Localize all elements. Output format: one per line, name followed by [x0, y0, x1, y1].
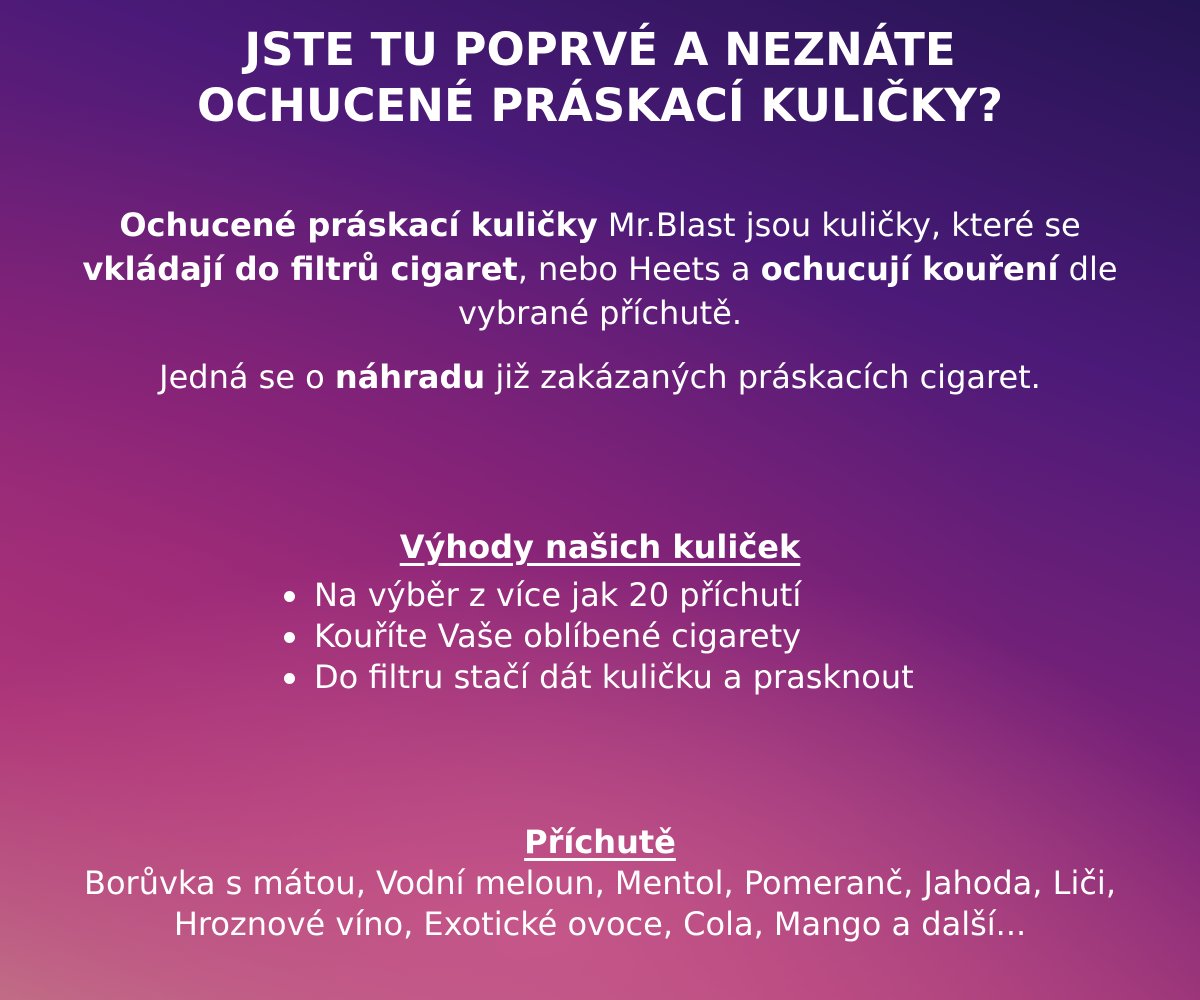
- flavors-line-1: Borůvka s mátou, Vodní meloun, Mentol, Pomeranč, Jahoda, Liči,: [84, 864, 1116, 902]
- list-item: [280, 616, 914, 657]
- intro-text-2: , nebo Heets a: [517, 250, 761, 288]
- flavors-list: [20, 863, 1180, 945]
- list-item: [280, 657, 914, 698]
- note-emphasis: náhradu: [334, 358, 486, 396]
- headline-line-1: JSTE TU POPRVÉ A NEZNÁTE: [244, 23, 956, 76]
- list-item: [280, 575, 914, 616]
- intro-emphasis-filters: vkládají do filtrů cigaret: [82, 250, 518, 288]
- bullet-icon: [284, 591, 295, 602]
- replacement-note: [30, 355, 1170, 399]
- intro-line-2: [30, 247, 1170, 291]
- intro-text-1: Mr.Blast jsou kuličky, které se: [597, 206, 1081, 244]
- intro-text-3: dle: [1058, 250, 1118, 288]
- intro-paragraph: [30, 203, 1170, 335]
- intro-line-3: vybrané příchutě.: [457, 294, 742, 332]
- intro-emphasis-flavor: ochucují kouření: [760, 250, 1059, 288]
- benefit-text: Kouříte Vaše oblíbené cigarety: [314, 617, 802, 655]
- note-text-after: již zakázaných práskacích cigaret.: [485, 358, 1041, 396]
- benefit-text: Do filtru stačí dát kuličku a prasknout: [314, 658, 914, 696]
- bullet-icon: [284, 632, 295, 643]
- benefits-heading: Výhody našich kuliček: [399, 528, 801, 566]
- note-text-before: Jedná se o: [159, 358, 335, 396]
- benefit-text: Na výběr z více jak 20 příchutí: [314, 576, 802, 614]
- flavors-heading: Příchutě: [524, 823, 676, 861]
- headline-line-2: OCHUCENÉ PRÁSKACÍ KULIČKY?: [197, 79, 1003, 132]
- flavors-line-2: Hroznové víno, Exotické ovoce, Cola, Mango a další...: [173, 905, 1027, 943]
- intro-emphasis-product: Ochucené práskací kuličky: [119, 206, 598, 244]
- headline: [40, 22, 1160, 134]
- benefits-list: [280, 575, 914, 698]
- intro-line-1: [30, 203, 1170, 247]
- bullet-icon: [284, 673, 295, 684]
